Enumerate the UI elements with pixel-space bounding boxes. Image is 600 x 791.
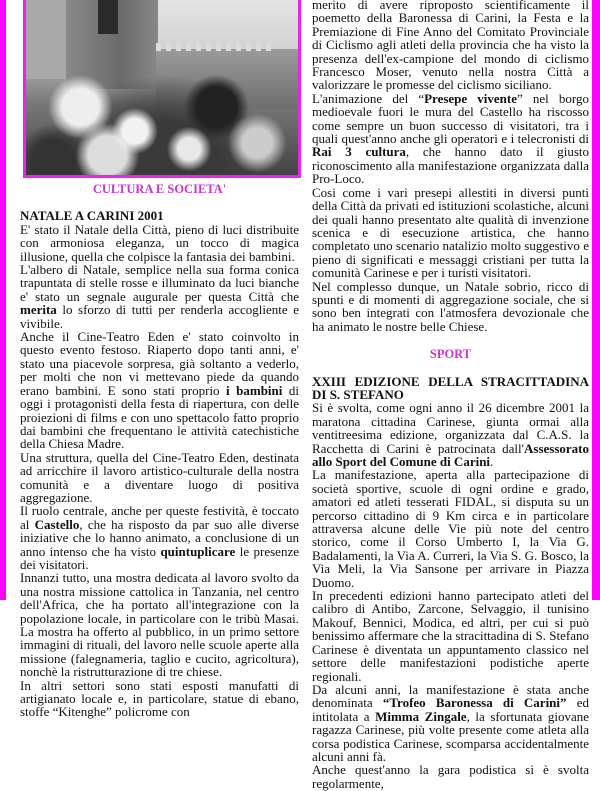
paragraph: Cosi come i vari presepi allestiti in diversi punti della Città da privati ed istituzioni scolastiche, alcuni dei quali hanno presentato alte qualità di invenzione scenica e di esecuzione artistica, che hanno completato uno scenario natalizio molto suggestivo e pieno di significati e messaggi cristiani per tutta la comunità Carinese e per i turisti visitatori. <box>312 184 589 281</box>
bold-text: quintuplicare <box>160 543 236 559</box>
bold-text: Assessorato allo Sport del Comune di Carini <box>312 440 589 469</box>
paragraph: In precedenti edizioni hanno partecipato atleti del calibro di Antibo, Zarcone, Selvaggio, il tunisino Makouf, Bennici, Modica, ed altri, per cui si può benissimo affermare che la stracittadina di S. Stefano Carinese è diventata un appuntamento classico nel settore delle manifestazioni podistiche aperte regionali. <box>312 588 589 684</box>
text: L'albero di Natale, semplice nella sua forma conica trapuntata di stelle rosse e illuminato da luci bianche e' stato un segnale augurale per questa Città che <box>20 262 299 304</box>
article-heading-stracittadina: XXIII EDIZIONE DELLA STRACITTADINA DI S. STEFANO <box>312 373 589 402</box>
text: ed intitolata a <box>312 695 589 724</box>
text: lo sforzo di tutti per renderla accogliente e vivibile. <box>20 302 299 331</box>
paragraph <box>20 263 299 330</box>
text: L'animazione del “ <box>312 90 425 106</box>
paragraph <box>312 683 589 763</box>
paragraph <box>20 330 299 451</box>
page-frame-right <box>592 0 600 600</box>
bold-text: Mimma Zingale <box>375 708 467 724</box>
section-title-sport: SPORT <box>429 347 472 362</box>
bold-text: i bambini <box>226 382 283 398</box>
paragraph <box>312 92 589 186</box>
text: ” nel borgo medioevale fuori le mura del Castello ha riscosso come sempre un buon successo di visitatori, tra i quali quest'anno anche gli operatori e i telecronisti di <box>312 90 589 147</box>
castle-photo <box>23 0 301 178</box>
paragraph: E' stato il Natale della Città, pieno di luci distribuite con armoniosa eleganza, un tocco di magica illusione, quella che colpisce la fantasia dei bambini. <box>20 221 299 264</box>
photo-battlements <box>156 43 276 51</box>
text: , la sfortunata giovane ragazza Carinese, più volte presente come atleta alla corsa podistica Carinese, scomparsa accidentalmente alcuni anni fà. <box>312 708 590 764</box>
section-title-culture: CULTURA E SOCIETA' <box>92 182 227 196</box>
article-heading-natale: NATALE A CARINI 2001 <box>20 208 164 224</box>
photo-window <box>98 0 118 34</box>
paragraph <box>20 504 299 571</box>
text: Si è svolta, come ogni anno il 26 dicembre 2001 la maratona cittadina Carinese, giunta ormai alla ventitreesima edizione, organizzata dal C.A.S. la Racchetta di Carini è patrocinata dall' <box>312 400 589 456</box>
bold-text: merita <box>20 302 57 318</box>
left-column <box>20 181 299 719</box>
photo-trees <box>26 59 298 178</box>
text: le presenze dei visitatori. <box>20 543 299 572</box>
text: Il ruolo centrale, anche per queste festività, è toccato al <box>20 503 299 532</box>
paragraph: merito di avere riproposto scientificamente il poemetto della Baronessa di Carini, la Festa e la Premiazione di Fine Anno del Comitato Provinciale di Ciclismo agli atleti della provincia che ha visto la presenza dell'ex-campione del mondo di ciclismo Francesco Moser, venuto nella nostra Città a valorizzare le promesse del ciclismo siciliano. <box>312 0 589 93</box>
right-column <box>312 0 589 790</box>
paragraph: In altri settori sono stati esposti manufatti di artigianato locale e, in particolare, statue di ebano, stoffe “Kitenghe” policrome con <box>20 677 299 720</box>
paragraph <box>312 401 589 468</box>
text: , che ha risposto da par suo alle diverse iniziative che lo hanno animato, a conclusione di un anno intenso che ha visto <box>20 516 299 559</box>
bold-text: “Trofeo Baronessa di Carini” <box>382 695 567 711</box>
bold-text: Presepe vivente <box>424 90 517 106</box>
paragraph: La manifestazione, aperta alla partecipazione di società sportive, scuole di ogni ordine e grado, amatori ed atleti tesserati FIDAL, si disputa su un percorso cittadino di 9 Km circa e in particolare attraversa alcune delle Vie più note del centro storico, come il Corso Umberto I, la Via G. Badalamenti, la Via A. Curreri, la Via S. G. Bosco, la Via Meli, la Via Sansone per arrivare in Piazza Duomo. <box>312 467 589 590</box>
bold-text: Rai 3 cultura <box>312 144 406 160</box>
text: , che hanno dato il giusto riconoscimento alla manifestazione organizzata dalla Pro-Loco. <box>312 144 589 187</box>
paragraph: Anche quest'anno la gara podistica si è svolta regolarmente, <box>312 762 589 791</box>
paragraph: Una struttura, quella del Cine-Teatro Eden, destinata ad arricchire il lavoro artistico-culturale della nostra comunità e a diventare luogo di positiva aggregazione. <box>20 449 299 505</box>
text: . <box>490 454 494 469</box>
bold-text: Castello <box>34 516 80 532</box>
page-frame-left <box>0 0 6 600</box>
paragraph: Innanzi tutto, una mostra dedicata al lavoro svolto da una nostra missione cattolica in Tanzania, nel centro dell'Africa, che ha portato all'integrazione con la popolazione locale, in particolare con le tribù Masai. La mostra ha offerto al pubblico, in un primo settore immagini di rituali, del lavoro nelle scuole aperte alla missione (falegnameria, taglio e cucito, agricoltura), nonchè la ristrutturazione di tre chiese. <box>20 570 299 680</box>
text: Da alcuni anni, la manifestazione è stata anche denominata <box>312 681 589 711</box>
text: di oggi i protagonisti della festa di riapertura, con delle proiezioni di films e con uno spettacolo fatto proprio dai bambini che frequentano le attività catechistiche della Chiesa Madre. <box>20 382 299 452</box>
paragraph: Nel complesso dunque, un Natale sobrio, ricco di spunti e di momenti di aggregazione sociale, che si sono ben integrati con l'atmosfera devozionale che ha animato le nostre belle Chiese. <box>312 278 589 334</box>
text: Anche il Cine-Teatro Eden e' stato coinvolto in questo evento festoso. Riaperto dopo tanti anni, e' stato una piacevole sorpresa, già soltanto a vederlo, per molti che non vi mettevano piede da quando erano bambini. E sono stati proprio <box>20 329 299 398</box>
